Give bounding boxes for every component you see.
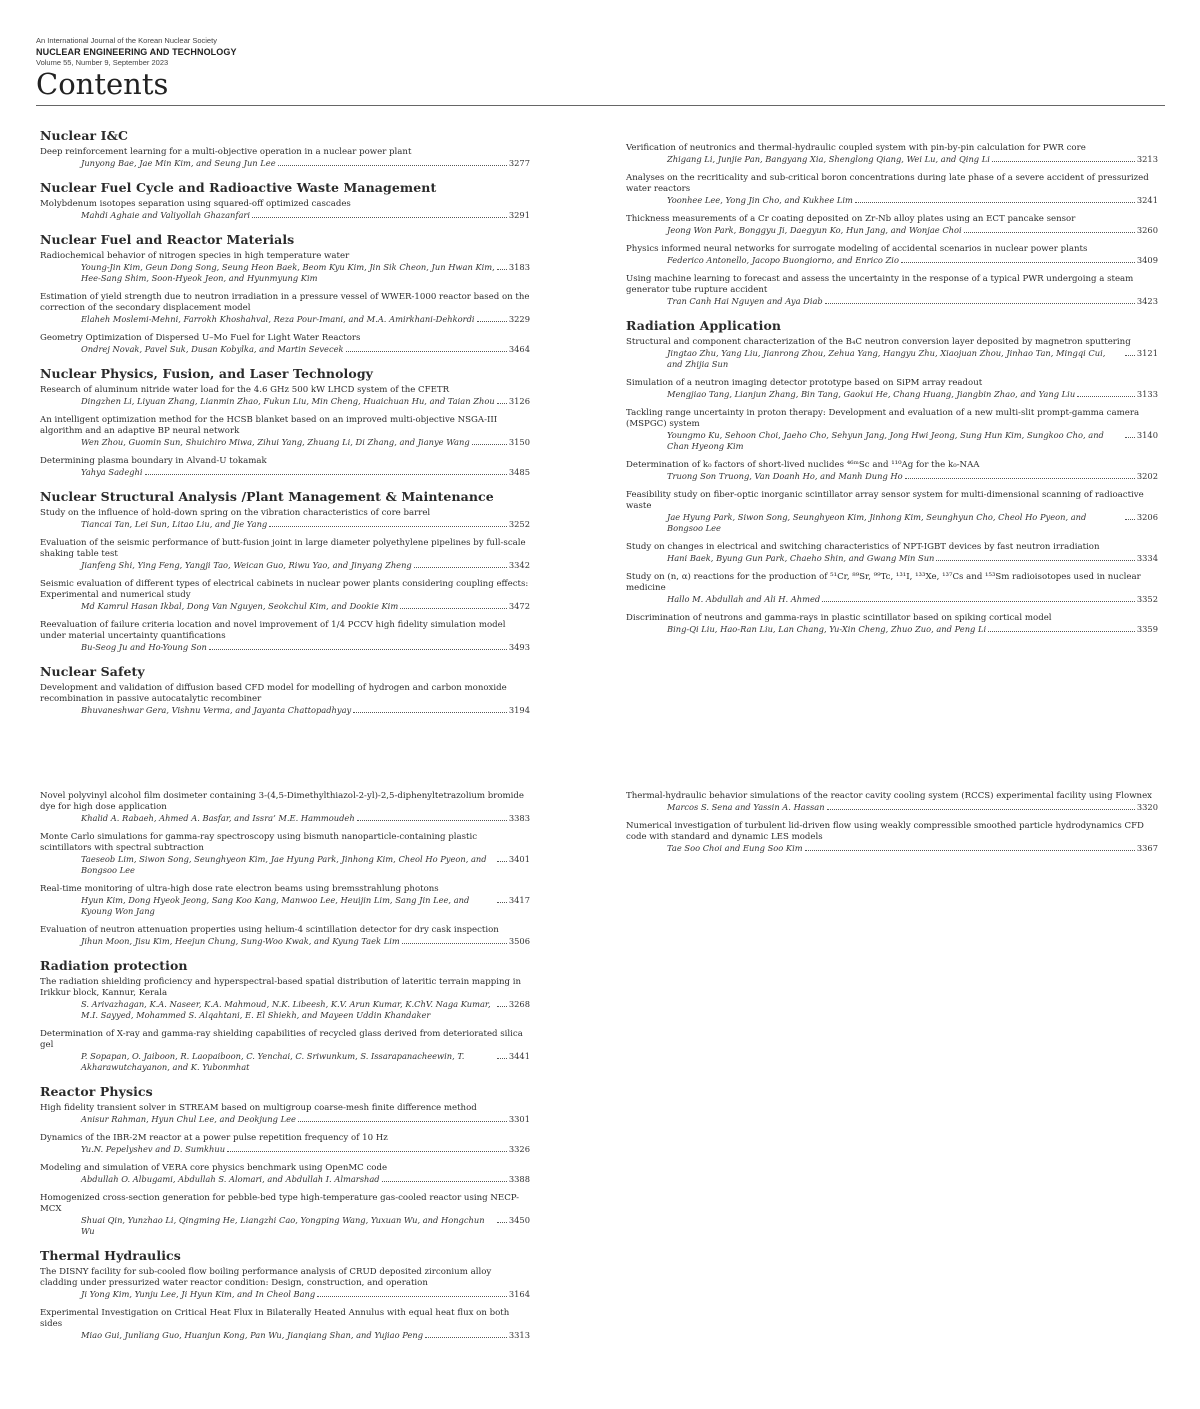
article-authors: Marcos S. Sena and Yassin A. Hassan bbox=[667, 802, 825, 812]
dot-leader bbox=[905, 478, 1135, 479]
article-title: Discrimination of neutrons and gamma-rays in plastic scintillator based on spiking cortical model bbox=[626, 613, 1052, 623]
page-number: 3401 bbox=[508, 854, 530, 864]
page-number: 3342 bbox=[508, 560, 530, 570]
toc-entry[interactable] bbox=[40, 385, 530, 407]
toc-entry[interactable] bbox=[626, 542, 1158, 564]
page-number: 3326 bbox=[508, 1144, 530, 1154]
article-authors: Jihun Moon, Jisu Kim, Heejun Chung, Sung-Woo Kwak, and Kyung Taek Lim bbox=[81, 936, 400, 946]
article-authors: Hallo M. Abdullah and Ali H. Ahmed bbox=[667, 594, 821, 604]
page-number: 3450 bbox=[508, 1215, 530, 1225]
dot-leader bbox=[209, 649, 507, 650]
article-title: Evaluation of the seismic performance of butt-fusion joint in large diameter polyethylene pipelines by full-scale shaking table test bbox=[40, 538, 526, 559]
article-authors: Khalid A. Rabaeh, Ahmed A. Basfar, and Issra’ M.E. Hammoudeh bbox=[81, 813, 355, 823]
dot-leader bbox=[414, 567, 507, 568]
article-authors: Zhigang Li, Junjie Pan, Bangyang Xia, Shenglong Qiang, Wei Lu, and Qing Li bbox=[667, 154, 990, 164]
toc-entry[interactable] bbox=[40, 1308, 530, 1341]
page-number: 3367 bbox=[1136, 843, 1158, 853]
authors-line bbox=[40, 1289, 530, 1300]
authors-line bbox=[626, 296, 1158, 307]
authors-line bbox=[626, 154, 1158, 165]
article-title: Physics informed neural networks for surrogate modeling of accidental scenarios in nuclear power plants bbox=[626, 244, 1088, 254]
toc-entry[interactable] bbox=[40, 925, 530, 947]
page-number: 3409 bbox=[1136, 255, 1158, 265]
authors-line bbox=[626, 594, 1158, 605]
authors-line bbox=[626, 553, 1158, 564]
article-authors: Hani Baek, Byung Gun Park, Chaeho Shin, and Gwang Min Sun bbox=[667, 553, 935, 563]
dot-leader bbox=[497, 403, 507, 404]
authors-line bbox=[40, 467, 530, 478]
authors-line bbox=[40, 999, 530, 1021]
toc-entry[interactable] bbox=[626, 408, 1158, 452]
page-number: 3464 bbox=[508, 344, 530, 354]
dot-leader bbox=[497, 1058, 507, 1059]
page-number: 3260 bbox=[1136, 225, 1158, 235]
section-heading: Radiation Application bbox=[626, 318, 782, 333]
toc-entry[interactable] bbox=[40, 1103, 530, 1125]
authors-line bbox=[626, 225, 1158, 236]
dot-leader bbox=[145, 474, 507, 475]
article-authors: Yoonhee Lee, Yong Jin Cho, and Kukhee Lim bbox=[667, 195, 853, 205]
page-number: 3301 bbox=[508, 1114, 530, 1124]
article-authors: Miao Gui, Junliang Guo, Huanjun Kong, Pan Wu, Jianqiang Shan, and Yujiao Peng bbox=[81, 1330, 424, 1340]
header-rule bbox=[36, 105, 1165, 106]
dot-leader bbox=[988, 631, 1135, 632]
article-authors: Hyun Kim, Dong Hyeok Jeong, Sang Koo Kang, Manwoo Lee, Heuijin Lim, Sang Jin Lee, and Kyoung Won Jang bbox=[81, 895, 470, 916]
article-title: Real-time monitoring of ultra-high dose rate electron beams using bremsstrahlung photons bbox=[40, 884, 439, 894]
article-title: Verification of neutronics and thermal-hydraulic coupled system with pin-by-pin calculation for PWR core bbox=[626, 143, 1086, 153]
article-title: Determination of k₀ factors of short-lived nuclides ⁴⁶ᵐSc and ¹¹⁰Ag for the k₀-NAA bbox=[626, 460, 980, 470]
toc-section bbox=[40, 665, 530, 716]
article-title: Thickness measurements of a Cr coating deposited on Zr-Nb alloy plates using an ECT pancake sensor bbox=[626, 214, 1076, 224]
authors-line bbox=[40, 642, 530, 653]
dot-leader bbox=[252, 217, 507, 218]
page-number: 3383 bbox=[508, 813, 530, 823]
authors-line bbox=[626, 471, 1158, 482]
authors-line bbox=[40, 705, 530, 716]
toc-entry[interactable] bbox=[626, 143, 1158, 165]
article-authors: Mahdi Aghaie and Valiyollah Ghazanfari bbox=[81, 210, 251, 220]
article-authors: Bu-Seog Ju and Ho-Young Son bbox=[81, 642, 207, 652]
toc-entry[interactable] bbox=[40, 456, 530, 478]
authors-line bbox=[40, 936, 530, 947]
page-number: 3320 bbox=[1136, 802, 1158, 812]
article-title: Novel polyvinyl alcohol film dosimeter containing 3-(4,5-Dimethylthiazol-2-yl)-2,5-diphenyltetrazolium bromide dye for high dose application bbox=[40, 791, 525, 812]
dot-leader bbox=[357, 820, 507, 821]
article-title: Tackling range uncertainty in proton therapy: Development and evaluation of a new multi-slit prompt-gamma camera (MSPGC) system bbox=[626, 408, 1140, 429]
page-title: Contents bbox=[36, 67, 169, 101]
page-number: 3213 bbox=[1136, 154, 1158, 164]
article-title: Homogenized cross-section generation for pebble-bed type high-temperature gas-cooled reactor using NECP-MCX bbox=[40, 1193, 519, 1214]
article-title: Determining plasma boundary in Alvand-U tokamak bbox=[40, 456, 267, 466]
toc-entry[interactable] bbox=[626, 490, 1158, 534]
authors-line bbox=[40, 158, 530, 169]
dot-leader bbox=[353, 712, 507, 713]
authors-line bbox=[626, 512, 1158, 534]
authors-line bbox=[40, 519, 530, 530]
authors-line bbox=[626, 389, 1158, 400]
masthead bbox=[36, 36, 237, 100]
toc-entry[interactable] bbox=[40, 333, 530, 355]
article-authors: Truong Son Truong, Van Doanh Ho, and Manh Dung Ho bbox=[667, 471, 903, 481]
dot-leader bbox=[825, 303, 1135, 304]
authors-line bbox=[626, 195, 1158, 206]
page-number: 3423 bbox=[1136, 296, 1158, 306]
dot-leader bbox=[901, 262, 1135, 263]
article-authors: Tae Soo Choi and Eung Soo Kim bbox=[667, 843, 803, 853]
article-authors: Young-Jin Kim, Geun Dong Song, Seung Heon Baek, Beom Kyu Kim, Jin Sik Cheon, Jun Hwan Kim, Hee-Sang Shim, Soon-Hyeok Jeon, and Hyunmyung Kim bbox=[81, 262, 495, 283]
volume-line: Volume 55, Number 9, September 2023 bbox=[36, 58, 169, 67]
article-authors: Jianfeng Shi, Ying Feng, Yangji Tao, Weican Guo, Riwu Yao, and Jinyang Zheng bbox=[81, 560, 412, 570]
article-title: Development and validation of diffusion based CFD model for modelling of hydrogen and carbon monoxide recombination in passive autocatalytic recombiner bbox=[40, 683, 507, 704]
right-column-top bbox=[626, 143, 1158, 643]
toc-entry[interactable] bbox=[40, 683, 530, 716]
authors-line bbox=[40, 1330, 530, 1341]
article-title: The DISNY facility for sub-cooled flow boiling performance analysis of CRUD deposited zirconium alloy cladding under pressurized water reactor condition: Design, construction, and operation bbox=[40, 1267, 492, 1288]
toc-entry[interactable] bbox=[626, 821, 1158, 854]
dot-leader bbox=[269, 526, 507, 527]
article-title: Determination of X-ray and gamma-ray shielding capabilities of recycled glass derived from deteriorated silica gel bbox=[40, 1029, 523, 1050]
section-heading: Nuclear Fuel Cycle and Radioactive Waste Management bbox=[40, 180, 437, 195]
article-title: The radiation shielding proficiency and hyperspectral-based spatial distribution of lateritic terrain mapping in Irikkur block, Kannur, Kerala bbox=[40, 977, 522, 998]
page-number: 3202 bbox=[1136, 471, 1158, 481]
page-number: 3441 bbox=[508, 1051, 530, 1061]
toc-entry[interactable] bbox=[40, 1029, 530, 1073]
toc-entry[interactable] bbox=[626, 613, 1158, 635]
article-title: Monte Carlo simulations for gamma-ray spectroscopy using bismuth nanoparticle-containing plastic scintillators with spectral subtraction bbox=[40, 832, 478, 853]
article-title: Estimation of yield strength due to neutron irradiation in a pressure vessel of WWER-1000 reactor based on the correction of the secondary displacement model bbox=[40, 292, 530, 313]
page-number: 3241 bbox=[1136, 195, 1158, 205]
toc-entry[interactable] bbox=[40, 579, 530, 612]
article-title: Feasibility study on fiber-optic inorganic scintillator array sensor system for multi-dimensional scanning of radioactive waste bbox=[626, 490, 1144, 511]
article-title: High fidelity transient solver in STREAM based on multigroup coarse-mesh finite difference method bbox=[40, 1103, 477, 1113]
authors-line bbox=[626, 348, 1158, 370]
page-number: 3506 bbox=[508, 936, 530, 946]
toc-entry[interactable] bbox=[40, 791, 530, 824]
page-number: 3277 bbox=[508, 158, 530, 168]
dot-leader bbox=[497, 1222, 507, 1223]
toc-section bbox=[626, 143, 1158, 307]
authors-line bbox=[40, 854, 530, 876]
authors-line bbox=[40, 1174, 530, 1185]
page-number: 3313 bbox=[508, 1330, 530, 1340]
toc-section bbox=[40, 959, 530, 1073]
toc-section bbox=[40, 181, 530, 221]
article-authors: Yahya Sadeghi bbox=[81, 467, 143, 477]
article-title: Research of aluminum nitride water load for the 4.6 GHz 500 kW LHCD system of the CFETR bbox=[40, 385, 450, 395]
article-authors: Ondrej Novak, Pavel Suk, Dusan Kobylka, and Martin Sevecek bbox=[81, 344, 344, 354]
article-authors: Youngmo Ku, Sehoon Choi, Jaeho Cho, Sehyun Jang, Jong Hwi Jeong, Sung Hun Kim, Sungkoo Cho, and Chan Hyeong Kim bbox=[667, 430, 1104, 451]
article-title: Analyses on the recriticality and sub-critical boron concentrations during late phase of a severe accident of pressurized water reactors bbox=[626, 173, 1149, 194]
toc-entry[interactable] bbox=[40, 538, 530, 571]
page-number: 3229 bbox=[508, 314, 530, 324]
dot-leader bbox=[472, 444, 507, 445]
dot-leader bbox=[497, 902, 507, 903]
page-number: 3352 bbox=[1136, 594, 1158, 604]
page-number: 3140 bbox=[1136, 430, 1158, 440]
authors-line bbox=[40, 601, 530, 612]
authors-line bbox=[626, 843, 1158, 854]
dot-leader bbox=[1125, 355, 1135, 356]
toc-entry[interactable] bbox=[40, 620, 530, 653]
dot-leader bbox=[497, 1006, 507, 1007]
authors-line bbox=[40, 813, 530, 824]
article-authors: Federico Antonello, Jacopo Buongiorno, and Enrico Zio bbox=[667, 255, 899, 265]
dot-leader bbox=[1125, 519, 1135, 520]
dot-leader bbox=[402, 943, 507, 944]
dot-leader bbox=[346, 351, 507, 352]
toc-entry[interactable] bbox=[626, 214, 1158, 236]
article-authors: P. Sopapan, O. Jaiboon, R. Laopaiboon, C. Yenchai, C. Sriwunkum, S. Issarapanacheewin, T. Akharawutchayanon, and K. Yubonmhat bbox=[81, 1051, 465, 1072]
page-number: 3121 bbox=[1136, 348, 1158, 358]
article-title: Numerical investigation of turbulent lid-driven flow using weakly compressible smoothed particle hydrodynamics CFD code with standard and dynamic LES models bbox=[626, 821, 1144, 842]
toc-entry[interactable] bbox=[40, 1193, 530, 1237]
toc-section bbox=[40, 233, 530, 355]
section-heading: Nuclear Structural Analysis /Plant Management & Maintenance bbox=[40, 489, 494, 504]
article-title: Modeling and simulation of VERA core physics benchmark using OpenMC code bbox=[40, 1163, 388, 1173]
authors-line bbox=[40, 560, 530, 571]
section-heading: Nuclear Physics, Fusion, and Laser Technology bbox=[40, 366, 374, 381]
toc-entry[interactable] bbox=[40, 884, 530, 917]
article-title: Reevaluation of failure criteria location and novel improvement of 1/4 PCCV high fidelity simulation model under material uncertainty quantifications bbox=[40, 620, 506, 641]
dot-leader bbox=[936, 560, 1134, 561]
article-authors: Dingzhen Li, Liyuan Zhang, Lianmin Zhao, Fukun Liu, Min Cheng, Huaichuan Hu, and Taian Zhou bbox=[81, 396, 495, 406]
authors-line bbox=[40, 210, 530, 221]
article-title: Dynamics of the IBR-2M reactor at a power pulse repetition frequency of 10 Hz bbox=[40, 1133, 388, 1143]
authors-line bbox=[40, 1114, 530, 1125]
toc-entry[interactable] bbox=[40, 508, 530, 530]
article-authors: S. Arivazhagan, K.A. Naseer, K.A. Mahmoud, N.K. Libeesh, K.V. Arun Kumar, K.ChV. Naga Kumar, M.I. Sayyed, Mohammed S. Alqahtani, E. El Shiekh, and Mayeen Uddin Khandaker bbox=[81, 999, 491, 1020]
dot-leader bbox=[382, 1181, 507, 1182]
page-number: 3252 bbox=[508, 519, 530, 529]
page-number: 3493 bbox=[508, 642, 530, 652]
toc-entry[interactable] bbox=[626, 173, 1158, 206]
dot-leader bbox=[317, 1296, 507, 1297]
article-authors: Jingtao Zhu, Yang Liu, Jianrong Zhou, Zehua Yang, Hangyu Zhu, Xiaojuan Zhou, Jinhao Tan, Mingqi Cui, and Zhijia Sun bbox=[667, 348, 1106, 369]
authors-line bbox=[40, 262, 530, 284]
article-title: Seismic evaluation of different types of electrical cabinets in nuclear power plants considering coupling effects: Experimental and numerical study bbox=[40, 579, 529, 600]
page-number: 3194 bbox=[508, 705, 530, 715]
toc-entry[interactable] bbox=[40, 251, 530, 284]
toc-entry[interactable] bbox=[626, 244, 1158, 266]
dot-leader bbox=[1125, 437, 1135, 438]
authors-line bbox=[626, 430, 1158, 452]
section-heading: Thermal Hydraulics bbox=[40, 1248, 181, 1263]
article-authors: Tran Canh Hai Nguyen and Aya Diab bbox=[667, 296, 823, 306]
article-title: Study on (n, α) reactions for the production of ⁵¹Cr, ⁸⁹Sr, ⁹⁹Tc, ¹³¹I, ¹³³Xe, ¹³⁷Cs and ¹⁵³Sm radioisotopes used in nuclear medicine bbox=[626, 572, 1141, 593]
article-authors: Md Kamrul Hasan Ikbal, Dong Van Nguyen, Seokchul Kim, and Dookie Kim bbox=[81, 601, 399, 611]
authors-line bbox=[40, 895, 530, 917]
article-authors: Abdullah O. Albugami, Abdullah S. Alomari, and Abdullah I. Almarshad bbox=[81, 1174, 380, 1184]
dot-leader bbox=[425, 1337, 507, 1338]
page-number: 3268 bbox=[508, 999, 530, 1009]
dot-leader bbox=[477, 321, 507, 322]
page-number: 3485 bbox=[508, 467, 530, 477]
dot-leader bbox=[278, 165, 507, 166]
toc-entry[interactable] bbox=[40, 199, 530, 221]
authors-line bbox=[40, 1144, 530, 1155]
article-authors: Taeseob Lim, Siwon Song, Seunghyeon Kim, Jae Hyung Park, Jinhong Kim, Cheol Ho Pyeon, and Bongsoo Lee bbox=[81, 854, 487, 875]
page-number: 3164 bbox=[508, 1289, 530, 1299]
dot-leader bbox=[855, 202, 1135, 203]
toc-entry[interactable] bbox=[40, 292, 530, 325]
toc-entry[interactable] bbox=[40, 832, 530, 876]
page-number: 3133 bbox=[1136, 389, 1158, 399]
article-title: Evaluation of neutron attenuation properties using helium-4 scintillation detector for dry cask inspection bbox=[40, 925, 499, 935]
toc-entry[interactable] bbox=[40, 147, 530, 169]
page-number: 3417 bbox=[508, 895, 530, 905]
article-authors: Elaheh Moslemi-Mehni, Farrokh Khoshahval, Reza Pour-Imani, and M.A. Amirkhani-Dehkordi bbox=[81, 314, 475, 324]
dot-leader bbox=[992, 161, 1135, 162]
page-number: 3126 bbox=[508, 396, 530, 406]
article-title: An intelligent optimization method for the HCSB blanket based on an improved multi-objective NSGA-III algorithm and an adaptive BP neural network bbox=[40, 415, 498, 436]
left-column-bottom bbox=[40, 791, 530, 1349]
page-number: 3359 bbox=[1136, 624, 1158, 634]
section-heading: Nuclear I&C bbox=[40, 128, 129, 143]
toc-entry[interactable] bbox=[626, 274, 1158, 307]
article-title: Experimental Investigation on Critical Heat Flux in Bilaterally Heated Annulus with equal heat flux on both sides bbox=[40, 1308, 510, 1329]
toc-entry[interactable] bbox=[40, 1267, 530, 1300]
dot-leader bbox=[827, 809, 1135, 810]
dot-leader bbox=[822, 601, 1135, 602]
section-heading: Nuclear Safety bbox=[40, 664, 145, 679]
article-authors: Yu.N. Pepelyshev and D. Sumkhuu bbox=[81, 1144, 226, 1154]
dot-leader bbox=[227, 1151, 507, 1152]
toc-entry[interactable] bbox=[626, 572, 1158, 605]
toc-entry[interactable] bbox=[626, 378, 1158, 400]
toc-entry[interactable] bbox=[40, 1163, 530, 1185]
toc-entry[interactable] bbox=[40, 1133, 530, 1155]
page-number: 3150 bbox=[508, 437, 530, 447]
journal-name: NUCLEAR ENGINEERING AND TECHNOLOGY bbox=[36, 47, 237, 57]
article-authors: Shuai Qin, Yunzhao Li, Qingming He, Liangzhi Cao, Yongping Wang, Yuxuan Wu, and Hongchun Wu bbox=[81, 1215, 485, 1236]
article-authors: Tiancai Tan, Lei Sun, Litao Liu, and Jie Yang bbox=[81, 519, 268, 529]
toc-section bbox=[626, 319, 1158, 635]
dot-leader bbox=[497, 269, 507, 270]
article-authors: Wen Zhou, Guomin Sun, Shuichiro Miwa, Zihui Yang, Zhuang Li, Di Zhang, and Jianye Wang bbox=[81, 437, 470, 447]
article-title: Study on changes in electrical and switching characteristics of NPT-IGBT devices by fast neutron irradiation bbox=[626, 542, 1100, 552]
article-authors: Ji Yong Kim, Yunju Lee, Ji Hyun Kim, and In Cheol Bang bbox=[81, 1289, 316, 1299]
article-authors: Bhuvaneshwar Gera, Vishnu Verma, and Jayanta Chattopadhyay bbox=[81, 705, 352, 715]
article-title: Structural and component characterization of the B₄C neutron conversion layer deposited by magnetron sputtering bbox=[626, 337, 1131, 347]
dot-leader bbox=[964, 232, 1135, 233]
page-number: 3206 bbox=[1136, 512, 1158, 522]
society-line: An International Journal of the Korean Nuclear Society bbox=[36, 36, 217, 45]
article-title: Thermal-hydraulic behavior simulations of the reactor cavity cooling system (RCCS) experimental facility using Flownex bbox=[626, 791, 1153, 801]
authors-line bbox=[40, 437, 530, 448]
dot-leader bbox=[805, 850, 1135, 851]
section-heading: Radiation protection bbox=[40, 958, 188, 973]
left-column-top bbox=[40, 129, 530, 724]
article-authors: Anisur Rahman, Hyun Chul Lee, and Deokjung Lee bbox=[81, 1114, 296, 1124]
toc-entry[interactable] bbox=[626, 460, 1158, 482]
dot-leader bbox=[298, 1121, 507, 1122]
authors-line bbox=[626, 802, 1158, 813]
page-number: 3334 bbox=[1136, 553, 1158, 563]
authors-line bbox=[626, 624, 1158, 635]
page-number: 3183 bbox=[508, 262, 530, 272]
toc-entry[interactable] bbox=[626, 337, 1158, 370]
authors-line bbox=[40, 1215, 530, 1237]
article-title: Simulation of a neutron imaging detector prototype based on SiPM array readout bbox=[626, 378, 983, 388]
section-heading: Reactor Physics bbox=[40, 1084, 153, 1099]
dot-leader bbox=[400, 608, 507, 609]
dot-leader bbox=[497, 861, 507, 862]
authors-line bbox=[40, 344, 530, 355]
toc-section bbox=[40, 490, 530, 653]
authors-line bbox=[40, 1051, 530, 1073]
right-column-bottom bbox=[626, 791, 1158, 862]
toc-section bbox=[626, 791, 1158, 854]
page-number: 3291 bbox=[508, 210, 530, 220]
toc-section bbox=[40, 367, 530, 478]
article-authors: Junyong Bae, Jae Min Kim, and Seung Jun Lee bbox=[81, 158, 276, 168]
section-heading: Nuclear Fuel and Reactor Materials bbox=[40, 232, 295, 247]
article-title: Radiochemical behavior of nitrogen species in high temperature water bbox=[40, 251, 350, 261]
article-authors: Jeong Won Park, Bonggyu Ji, Daegyun Ko, Hun Jang, and Wonjae Choi bbox=[667, 225, 962, 235]
article-title: Using machine learning to forecast and assess the uncertainty in the response of a typical PWR undergoing a steam generator tube rupture accident bbox=[626, 274, 1134, 295]
page-number: 3472 bbox=[508, 601, 530, 611]
article-authors: Bing-Qi Liu, Hao-Ran Liu, Lan Chang, Yu-Xin Cheng, Zhuo Zuo, and Peng Li bbox=[667, 624, 987, 634]
article-authors: Mengjiao Tang, Lianjun Zhang, Bin Tang, Gaokui He, Chang Huang, Jiangbin Zhao, and Yang Liu bbox=[667, 389, 1076, 399]
article-authors: Jae Hyung Park, Siwon Song, Seunghyeon Kim, Jinhong Kim, Seunghyun Cho, Cheol Ho Pyeon, and Bongsoo Lee bbox=[667, 512, 1087, 533]
toc-section bbox=[40, 1085, 530, 1237]
article-title: Molybdenum isotopes separation using squared-off optimized cascades bbox=[40, 199, 351, 209]
page-number: 3388 bbox=[508, 1174, 530, 1184]
toc-section bbox=[40, 129, 530, 169]
article-title: Deep reinforcement learning for a multi-objective operation in a nuclear power plant bbox=[40, 147, 412, 157]
dot-leader bbox=[1077, 396, 1135, 397]
toc-entry[interactable] bbox=[40, 977, 530, 1021]
toc-section bbox=[40, 1249, 530, 1341]
article-title: Geometry Optimization of Dispersed U–Mo Fuel for Light Water Reactors bbox=[40, 333, 361, 343]
authors-line bbox=[40, 314, 530, 325]
authors-line bbox=[626, 255, 1158, 266]
authors-line bbox=[40, 396, 530, 407]
toc-entry[interactable] bbox=[626, 791, 1158, 813]
toc-entry[interactable] bbox=[40, 415, 530, 448]
toc-section bbox=[40, 791, 530, 947]
article-title: Study on the influence of hold-down spring on the vibration characteristics of core barrel bbox=[40, 508, 431, 518]
